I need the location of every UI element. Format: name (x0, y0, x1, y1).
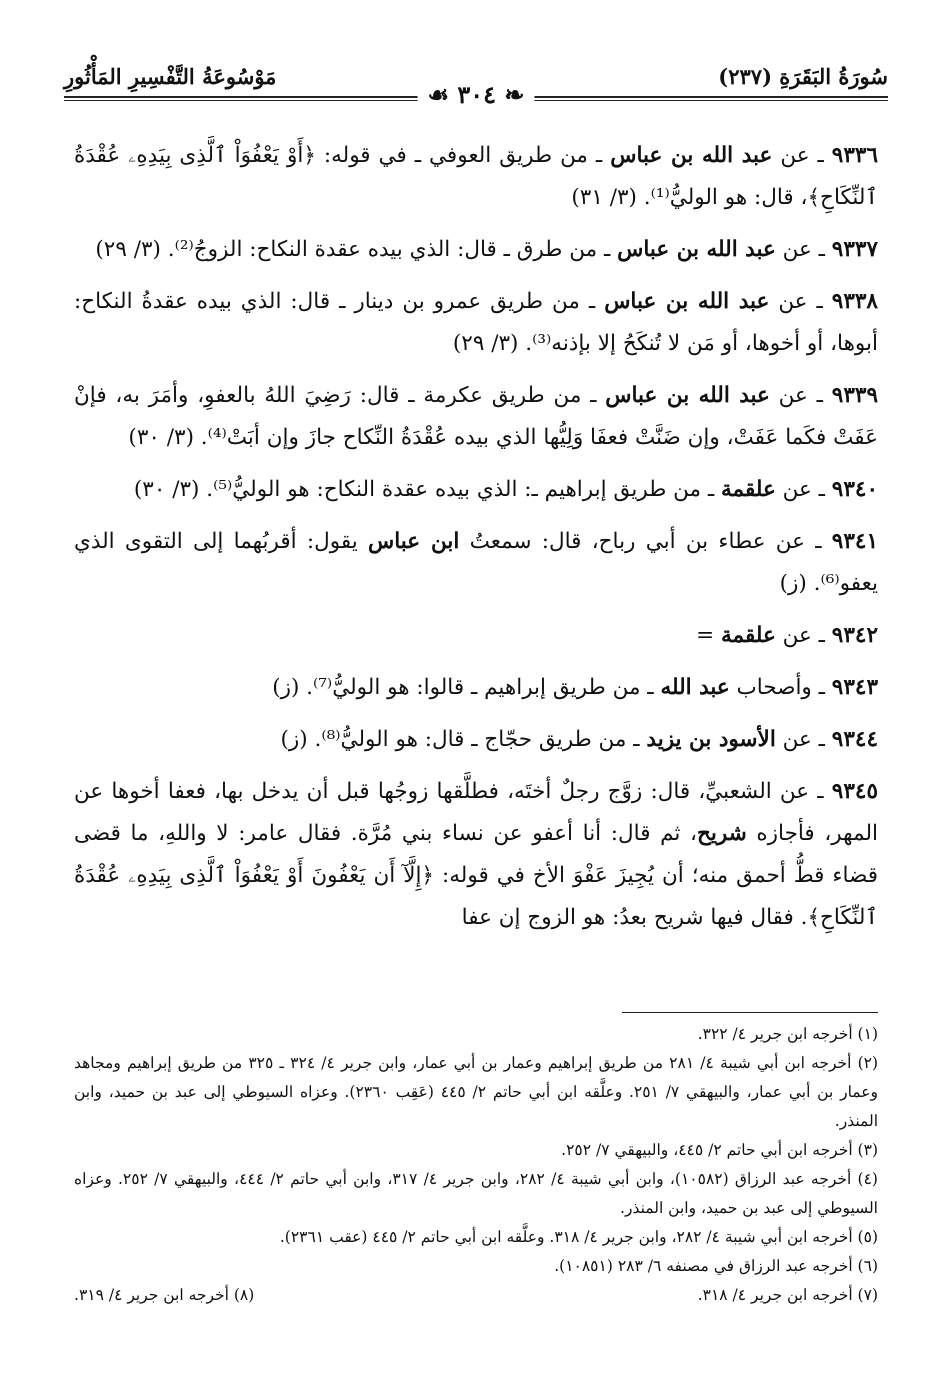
narration-entry: ٩٣٤٣ ـ وأصحاب عبد الله ـ من طريق إبراهيم ـ قالوا: هو الوليُّ⁽⁷⁾. (ز) (272, 675, 878, 700)
narration-number: ٩٣٣٨ (831, 289, 878, 314)
narrator-name: عبد الله بن عباس (610, 143, 773, 168)
footnote: (٥) أخرجه ابن أبي شيبة ٤/ ٢٨٢، وابن جرير ٤/ ٣١٨. وعلَّقه ابن أبي حاتم ٢/ ٤٤٥ (عقب ٢٣٦١). (279, 1228, 878, 1246)
narration-number: ٩٣٣٩ (831, 383, 878, 408)
footnote-divider (622, 1012, 878, 1013)
narration-number: ٩٣٤٣ (831, 675, 878, 700)
narration-number: ٩٣٤١ (831, 529, 878, 554)
footnote: (٦) أخرجه عبد الرزاق في مصنفه ٦/ ٢٨٣ (١٠٨٥١). (554, 1257, 878, 1275)
narrator-name: علقمة (721, 477, 776, 502)
narration-number: ٩٣٤٠ (831, 477, 878, 502)
footnote: (٨) أخرجه ابن جرير ٤/ ٣١٩. (74, 1286, 255, 1304)
surah-title: سُورَةُ البَقَرَةِ (٢٣٧) (718, 64, 888, 89)
ornament-icon: ❧ (496, 80, 525, 109)
narration-number: ٩٣٤٥ (831, 779, 878, 804)
page-number: ❧ ٣٠٤ ☙ (417, 80, 534, 109)
book-title: مَوْسُوعَةُ التَّفْسِيرِ المَأْثُورِ (64, 64, 277, 89)
footnote-row (74, 1281, 878, 1310)
narration-entry: ٩٣٤٠ ـ عن علقمة ـ من طريق إبراهيم ـ: الذي بيده عقدة النكاح: هو الوليُّ⁽⁵⁾. (٣/ ٣٠) (133, 477, 878, 502)
narration-number: ٩٣٤٤ (831, 727, 878, 752)
footnote: (٧) أخرجه ابن جرير ٤/ ٣١٨. (697, 1286, 878, 1304)
footnote: (٢) أخرجه ابن أبي شيبة ٤/ ٢٨١ من طريق إبراهيم وعمار بن أبي عمار، وابن جرير ٤/ ٣٢٤ ـ ٣٢٥ من طريق إبراهيم ومجاهد وعمار بن أبي عمار، والبيهقي ٧/ ٢٥١. وعلَّقه ابن أبي حاتم ٢/ ٤٤٥ (عَقِب ٢٣٦٠). وعزاه السيوطي إلى عبد بن حميد، وابن المنذر. (74, 1054, 879, 1130)
narration-entry: ٩٣٤١ ـ عن عطاء بن أبي رباح، قال: سمعتُ ابن عباس يقول: أقربُهما إلى التقوى الذي يعفو⁽⁶⁾. (ز) (74, 529, 878, 596)
ornament-icon: ☙ (427, 80, 458, 109)
narrator-name: عبد الله بن عباس (617, 237, 776, 262)
narration-entry: ٩٣٤٥ ـ عن الشعبيِّ، قال: زوَّج رجلٌ أختَه، فطلَّقها زوجُها قبل أن يدخل بها، فعفا أخوها عن المهر، فأجازه شريح، ثم قال: أنا أعفو عن نساء بني مُرَّة. فقال عامر: لا واللهِ، ما قضى قضاء قطُّ أحمق منه؛ أن يُجِيزَ عَفْوَ الأخ في قوله: ﴿إِلَّآ أَن يَعْفُونَ أَوْ يَعْفُوَاْ ٱلَّذِى بِيَدِهِۦ عُقْدَةُ ٱلنِّكَاحِ﴾. فقال فيها شريح بعدُ: هو الزوج إن عفا (74, 779, 879, 930)
page-header (64, 58, 888, 109)
narration-number: ٩٣٤٢ (831, 623, 878, 648)
main-text (74, 135, 878, 949)
narration-number: ٩٣٣٦ (831, 143, 878, 168)
narrator-name: ابن عباس (367, 529, 460, 554)
narrator-name: عبد الله (660, 675, 730, 700)
footnote: (١) أخرجه ابن جرير ٤/ ٣٢٢. (697, 1025, 878, 1043)
narrator-name: شريح (697, 821, 747, 846)
footnote: (٣) أخرجه ابن أبي حاتم ٢/ ٤٤٥، والبيهقي ٧/ ٢٥٢. (561, 1141, 878, 1159)
narration-entry: ٩٣٣٦ ـ عن عبد الله بن عباس ـ من طريق العوفي ـ في قوله: ﴿أَوْ يَعْفُوَاْ ٱلَّذِى بِيَدِهِۦ عُقْدَةُ ٱلنِّكَاحِ﴾، قال: هو الوليُّ⁽¹⁾. (٣/ ٣١) (74, 143, 878, 210)
narrator-name: عبد الله بن عباس (605, 383, 770, 408)
narration-entry: ٩٣٣٧ ـ عن عبد الله بن عباس ـ من طرق ـ قال: الذي بيده عقدة النكاح: الزوجُ⁽²⁾. (٣/ ٢٩) (95, 237, 878, 262)
narration-entry: ٩٣٣٨ ـ عن عبد الله بن عباس ـ من طريق عمرو بن دينار ـ قال: الذي بيده عقدةُ النكاح: أبوها، أو أخوها، أو مَن لا تُنكَحُ إلا بإذنه⁽³⁾. (٣/ ٢٩) (74, 289, 878, 356)
footnote: (٤) أخرجه عبد الرزاق (١٠٥٨٢)، وابن أبي شيبة ٤/ ٢٨٢، وابن جرير ٤/ ٣١٧، وابن أبي حاتم ٢/ ٤٤٤، والبيهقي ٧/ ٢٥٢. وعزاه السيوطي إلى عبد بن حميد، وابن المنذر. (74, 1170, 878, 1217)
narrator-name: علقمة (721, 623, 776, 648)
narrator-name: عبد الله بن عباس (604, 289, 770, 314)
narration-entry: ٩٣٤٤ ـ عن الأسود بن يزيد ـ من طريق حجّاج ـ قال: هو الوليُّ⁽⁸⁾. (ز) (280, 727, 878, 752)
footnotes (74, 1020, 878, 1310)
narration-entry: ٩٣٤٢ ـ عن علقمة = (696, 623, 878, 648)
narration-entry: ٩٣٣٩ ـ عن عبد الله بن عباس ـ من طريق عكرمة ـ قال: رَضِيَ اللهُ بالعفوِ، وأمَرَ به، فإنْ عَفَتْ فكَما عَفَتْ، وإن ضَنَّتْ فعفَا وَلِيُّها الذي بيده عُقْدَةُ النِّكاح جازَ وإن أبَتْ⁽⁴⁾. (٣/ ٣٠) (74, 383, 878, 450)
narrator-name: الأسود بن يزيد (646, 727, 776, 752)
narration-number: ٩٣٣٧ (831, 237, 878, 262)
